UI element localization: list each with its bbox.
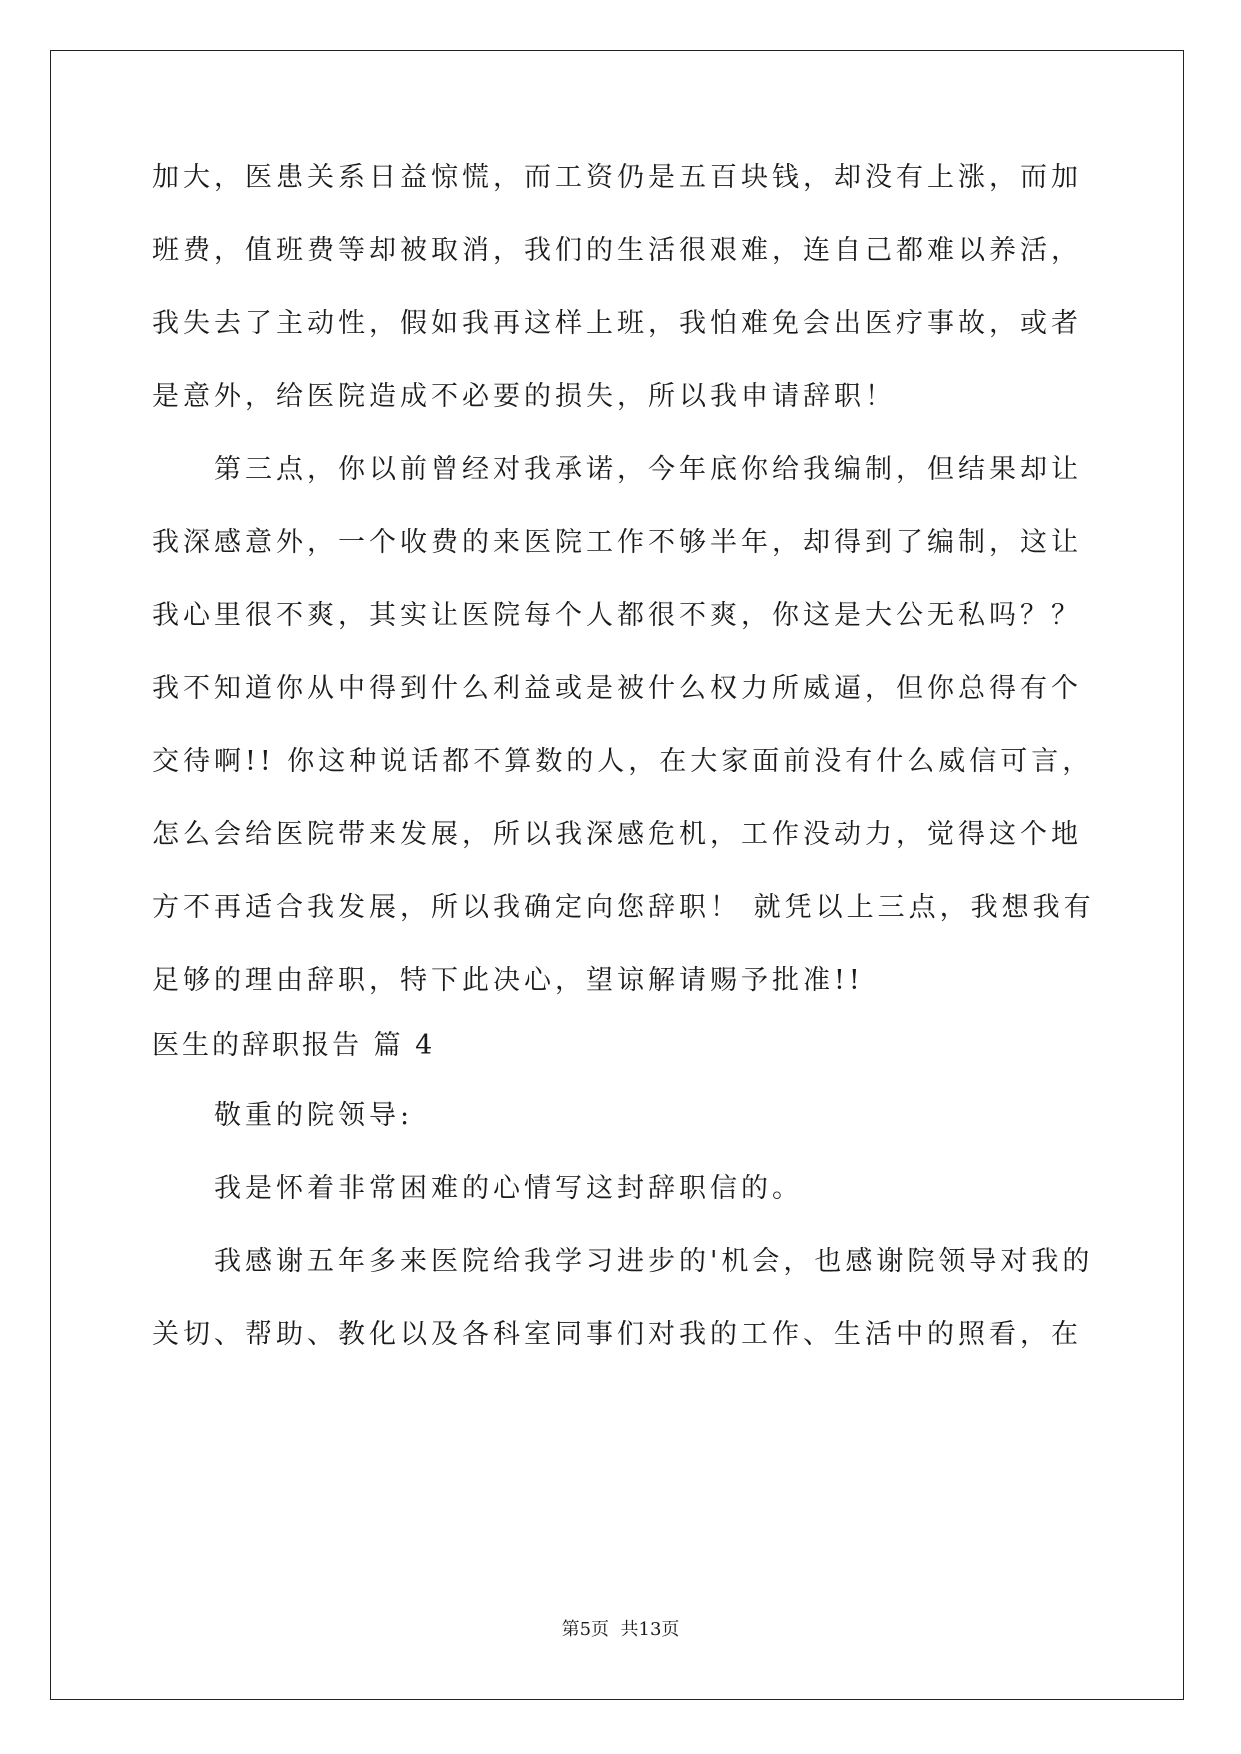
paragraph-line: 我深感意外，一个收费的来医院工作不够半年，却得到了编制，这让 <box>152 527 1082 558</box>
paragraph-line: 怎么会给医院带来发展，所以我深感危机，工作没动力，觉得这个地 <box>152 819 1082 850</box>
paragraph-line: 我不知道你从中得到什么利益或是被什么权力所威逼，但你总得有个 <box>152 673 1082 704</box>
paragraph-line: 班费，值班费等却被取消，我们的生活很艰难，连自己都难以养活， <box>152 235 1082 266</box>
paragraph-line: 加大，医患关系日益惊慌，而工资仍是五百块钱，却没有上涨，而加 <box>152 162 1082 193</box>
paragraph-line: 足够的理由辞职，特下此决心，望谅解请赐予批准!! <box>152 965 864 996</box>
section-heading: 医生的辞职报告 篇 4 <box>152 1030 436 1061</box>
page-number: 第5页 共13页 <box>561 1619 680 1640</box>
paragraph-line: 我失去了主动性，假如我再这样上班，我怕难免会出医疗事故，或者 <box>152 308 1082 339</box>
page-border <box>50 50 1184 1700</box>
salutation: 敬重的院领导: <box>214 1100 414 1131</box>
paragraph-line: 我心里很不爽，其实让医院每个人都很不爽，你这是大公无私吗？？ <box>152 600 1082 631</box>
paragraph-line: 是意外，给医院造成不必要的损失，所以我申请辞职！ <box>152 381 896 412</box>
page-footer <box>0 1618 1241 1642</box>
paragraph-line: 交待啊!! 你这种说话都不算数的人，在大家面前没有什么威信可言， <box>152 746 1094 777</box>
paragraph-line: 关切、帮助、教化以及各科室同事们对我的工作、生活中的照看，在 <box>152 1319 1082 1350</box>
paragraph-line: 我感谢五年多来医院给我学习进步的'机会，也感谢院领导对我的 <box>214 1246 1094 1277</box>
paragraph-line: 方不再适合我发展，所以我确定向您辞职！ 就凭以上三点，我想我有 <box>152 892 1095 923</box>
paragraph-line: 第三点，你以前曾经对我承诺，今年底你给我编制，但结果却让 <box>214 454 1082 485</box>
paragraph-line: 我是怀着非常困难的心情写这封辞职信的。 <box>214 1173 803 1204</box>
